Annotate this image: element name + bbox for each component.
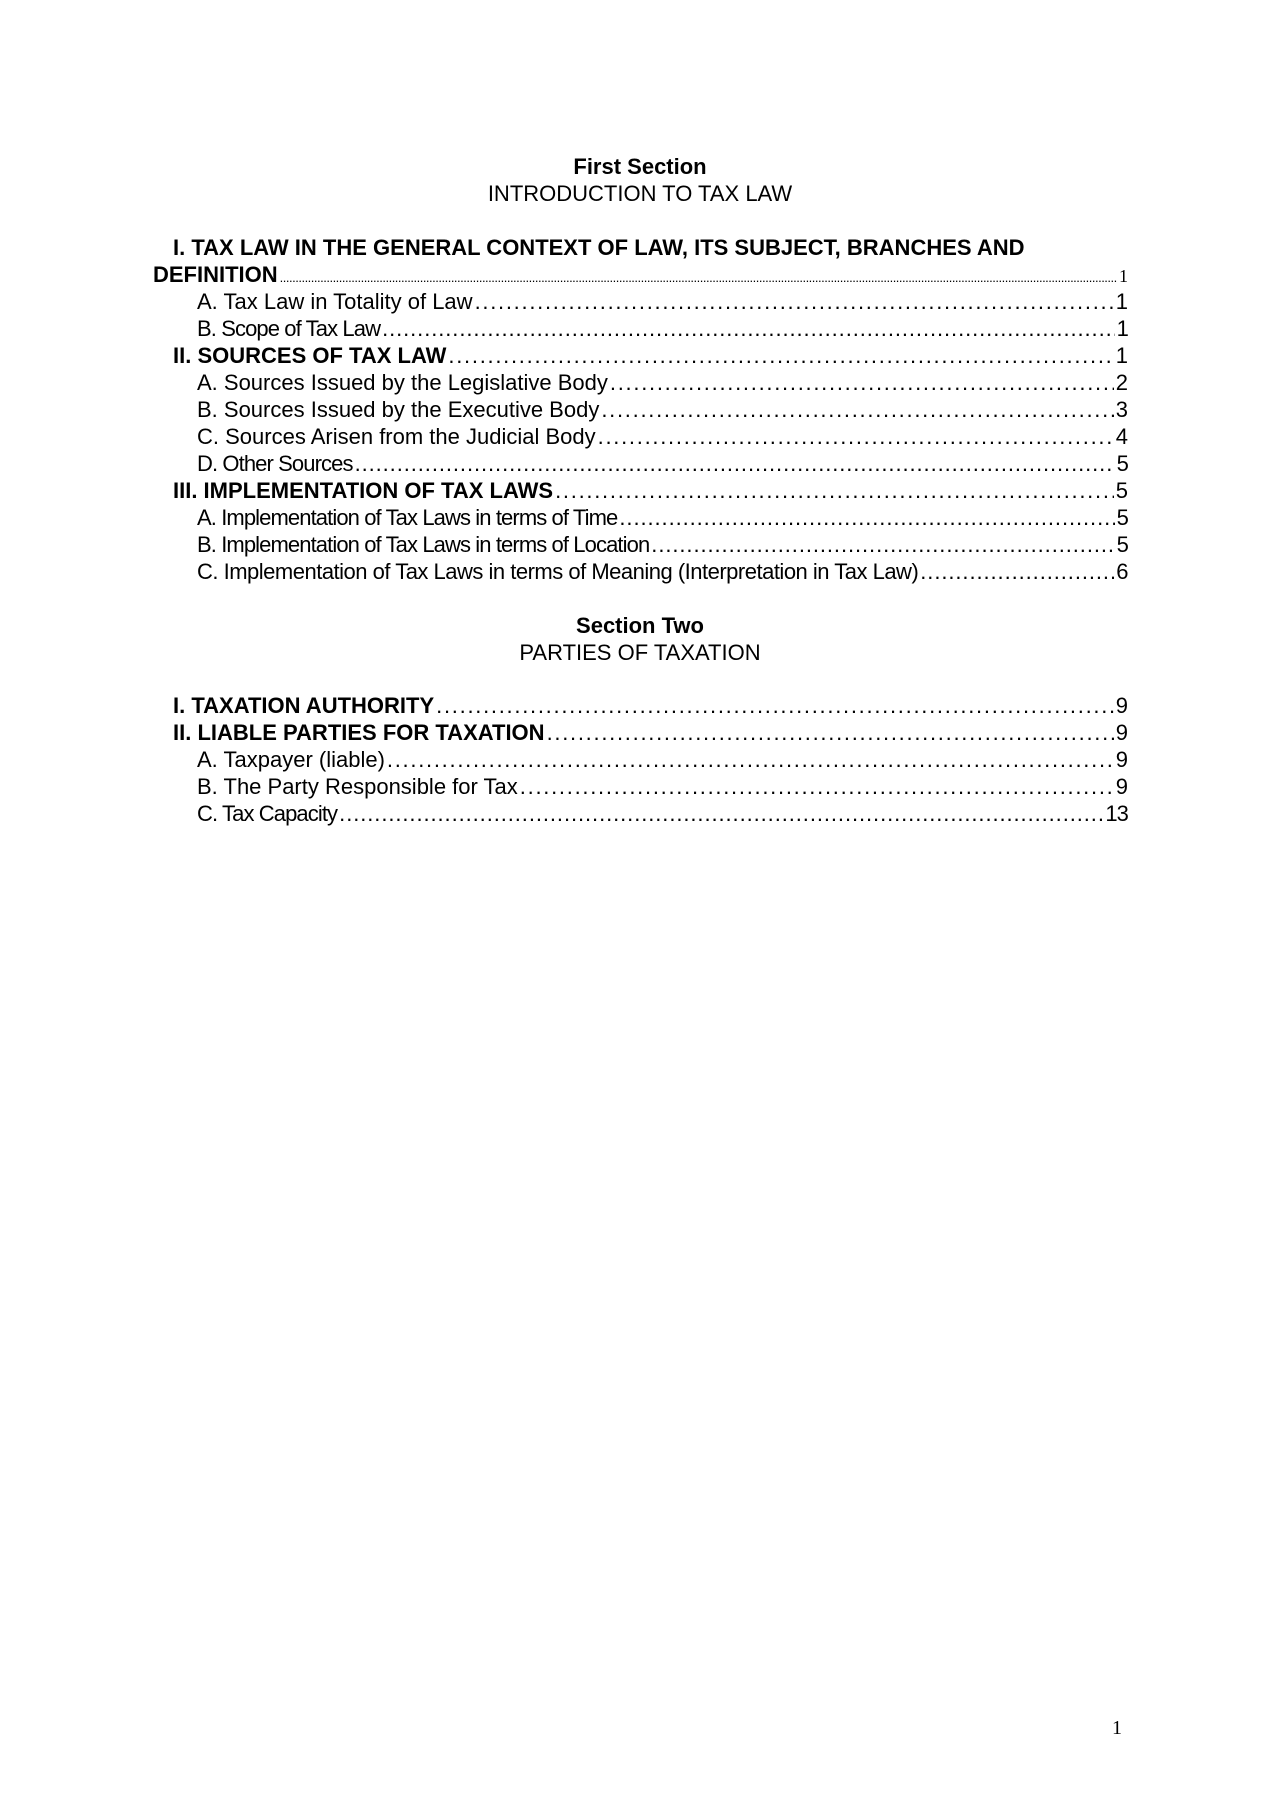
toc-entry bbox=[197, 746, 1128, 773]
toc-entry-page: 9 bbox=[1115, 774, 1128, 799]
toc-entry-text: D. Other Sources bbox=[197, 451, 353, 476]
toc-entry-text: B. Implementation of Tax Laws in terms of Location bbox=[197, 532, 650, 557]
leader-dots bbox=[436, 692, 1114, 719]
toc-entry-page: 3 bbox=[1115, 397, 1128, 422]
leader-dots bbox=[547, 719, 1114, 746]
leader-dots bbox=[555, 477, 1114, 504]
toc-entry-text: DEFINITION bbox=[153, 262, 278, 287]
section-one-title: INTRODUCTION TO TAX LAW bbox=[487, 181, 793, 206]
section-one-heading bbox=[0, 153, 1280, 207]
leader-dots bbox=[619, 504, 1114, 531]
page-number: 1 bbox=[1112, 1717, 1122, 1739]
toc-entry bbox=[173, 692, 1128, 719]
leader-dots bbox=[610, 369, 1114, 396]
toc-entry-tax-law-context-line1: I. TAX LAW IN THE GENERAL CONTEXT OF LAW, ITS SUBJECT, BRANCHES AND bbox=[173, 235, 1025, 260]
leader-dots bbox=[598, 423, 1114, 450]
toc-entry-text: I. TAXATION AUTHORITY bbox=[173, 693, 435, 718]
toc-entry-page: 5 bbox=[1115, 478, 1128, 503]
toc-entry-page: 13 bbox=[1105, 801, 1128, 826]
toc-entry bbox=[197, 504, 1128, 531]
leader-dots bbox=[339, 800, 1103, 827]
toc-entry-text: III. IMPLEMENTATION OF TAX LAWS bbox=[173, 478, 554, 503]
toc-entry-page: 2 bbox=[1115, 370, 1128, 395]
leader-dots bbox=[920, 558, 1114, 585]
section-one-label: First Section bbox=[573, 154, 707, 179]
toc-entry bbox=[173, 719, 1128, 746]
leader-dots bbox=[520, 773, 1114, 800]
toc-entry-text: C. Implementation of Tax Laws in terms of Meaning (Interpretation in Tax Law) bbox=[197, 559, 919, 584]
toc-entry bbox=[173, 477, 1128, 504]
leader-dots bbox=[355, 450, 1115, 477]
toc-entry bbox=[197, 800, 1128, 827]
toc-entry-page: 1 bbox=[1119, 266, 1128, 286]
toc-entry-page: 6 bbox=[1116, 559, 1128, 584]
toc-entry-text: A. Tax Law in Totality of Law bbox=[197, 289, 473, 314]
toc-entry bbox=[197, 450, 1128, 477]
toc-entry bbox=[173, 342, 1128, 369]
toc-entry-page: 1 bbox=[1115, 289, 1128, 314]
leader-dots bbox=[387, 746, 1114, 773]
toc-entry-page: 1 bbox=[1115, 343, 1128, 368]
toc-entry-page: 9 bbox=[1115, 693, 1128, 718]
toc-entry bbox=[197, 288, 1128, 315]
toc-entry-page: 9 bbox=[1115, 747, 1128, 772]
leader-dots bbox=[280, 264, 1117, 291]
toc-entry bbox=[197, 396, 1128, 423]
toc-entry-page: 5 bbox=[1116, 532, 1128, 557]
toc-entry-text: B. Scope of Tax Law bbox=[197, 316, 381, 341]
leader-dots bbox=[475, 288, 1114, 315]
toc-entry-text: B. Sources Issued by the Executive Body bbox=[197, 397, 600, 422]
toc-entry bbox=[197, 423, 1128, 450]
toc-entry-text: II. SOURCES OF TAX LAW bbox=[173, 343, 447, 368]
toc-entry-page: 9 bbox=[1115, 720, 1128, 745]
toc-entry-text: B. The Party Responsible for Tax bbox=[197, 774, 518, 799]
toc-entry-page: 4 bbox=[1115, 424, 1128, 449]
section-two-heading bbox=[0, 612, 1280, 666]
section-two-label: Section Two bbox=[576, 613, 704, 638]
toc-entry-tax-law-context-line2 bbox=[153, 261, 1128, 291]
toc-entry bbox=[197, 315, 1128, 342]
toc-entry-text: II. LIABLE PARTIES FOR TAXATION bbox=[173, 720, 545, 745]
toc-entry-text: A. Taxpayer (liable) bbox=[197, 747, 385, 772]
leader-dots bbox=[448, 342, 1113, 369]
toc-entry-text: A. Implementation of Tax Laws in terms of Time bbox=[197, 505, 618, 530]
leader-dots bbox=[651, 531, 1114, 558]
toc-entry bbox=[197, 531, 1128, 558]
toc-entry-text: C. Sources Arisen from the Judicial Body bbox=[197, 424, 596, 449]
toc-entry bbox=[197, 558, 1128, 585]
leader-dots bbox=[382, 315, 1115, 342]
toc-entry-text: C. Tax Capacity bbox=[197, 801, 338, 826]
toc-entry-page: 1 bbox=[1116, 316, 1128, 341]
toc-entry-text: A. Sources Issued by the Legislative Body bbox=[197, 370, 608, 395]
toc-entry bbox=[197, 773, 1128, 800]
toc-entry bbox=[197, 369, 1128, 396]
section-two-title: PARTIES OF TAXATION bbox=[519, 640, 761, 665]
toc-entry-page: 5 bbox=[1116, 505, 1128, 530]
leader-dots bbox=[601, 396, 1113, 423]
toc-entry-page: 5 bbox=[1116, 451, 1128, 476]
